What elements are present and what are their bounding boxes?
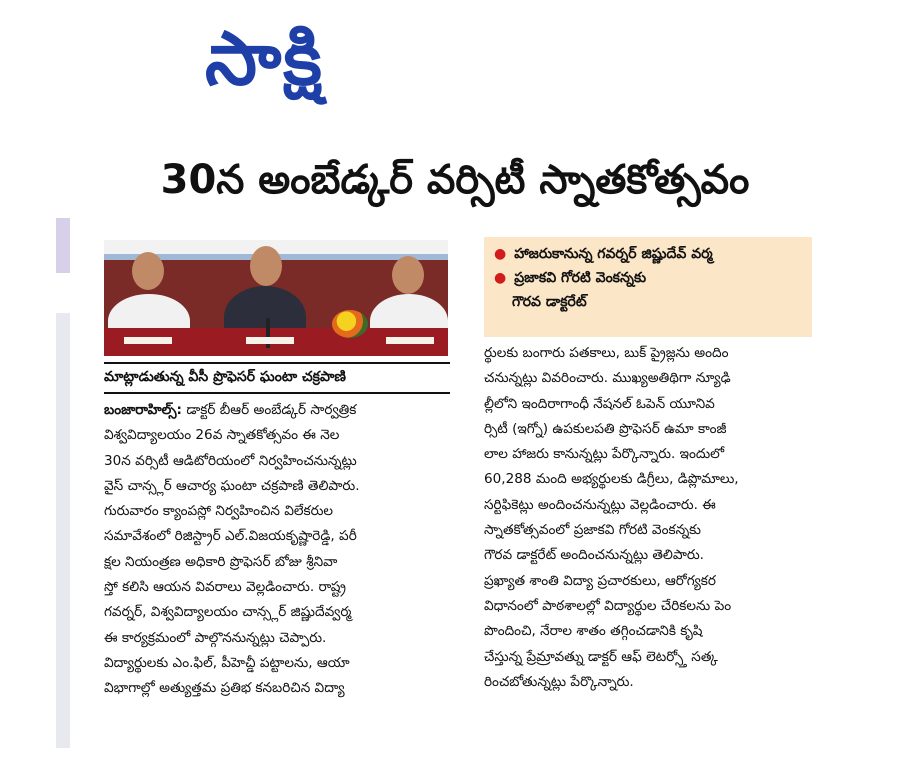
article-line: 30న వర్సిటీ ఆడిటోరియంలో నిర్వహించనున్నట్లు	[104, 452, 357, 469]
article-line: లాల హాజరు కానున్నట్లు పేర్కొన్నారు. ఇందులో	[484, 446, 725, 463]
newspaper-logo: సాక్షి	[205, 16, 324, 102]
highlights-box	[484, 237, 812, 337]
person-right-head	[392, 256, 424, 294]
article-line: క్షల నియంత్రణ అధికారి ప్రొఫెసర్ బోజు శ్రీనివా	[104, 553, 338, 570]
article-right-column	[484, 341, 824, 695]
headline: 30న అంబేడ్కర్ వర్సిటీ స్నాతకోత్సవం	[160, 157, 750, 203]
article-left-column	[104, 398, 454, 702]
bouquet	[332, 310, 368, 338]
article-line: విధానంలో పాఠశాలల్లో విద్యార్థుల చేరికలను పెం	[484, 597, 732, 614]
article-line: సమావేశంలో రిజిస్ట్రార్ ఎల్.విజయకృష్ణారెడ్డి, పరీ	[104, 528, 357, 545]
article-line: వైస్ చాన్స్లర్ ఆచార్య ఘంటా చక్రపాణి తెలిపారు.	[104, 477, 360, 494]
page-margin-strip	[56, 218, 70, 748]
article-line: గురువారం క్యాంపస్లో నిర్వహించిన విలేకరుల	[104, 503, 334, 520]
nameplate-left	[124, 337, 172, 344]
article-line: విశ్వవిద్యాలయం 26వ స్నాతకోత్సవం ఈ నెల	[104, 427, 340, 444]
nameplate-right	[386, 337, 434, 344]
article-line: ఈ కార్యక్రమంలో పాల్గొననున్నట్లు చెప్పారు.	[104, 629, 327, 646]
highlight-point-1: ● హాజరుకానున్న గవర్నర్ జిష్ణుదేవ్ వర్మ	[494, 242, 802, 266]
article-line: విభాగాల్లో అత్యుత్తమ ప్రతిభ కనబరిచిన విద్యా	[104, 680, 345, 697]
article-line: పొందించి, నేరాల శాతం తగ్గించడానికి కృషి	[484, 623, 703, 640]
person-left-head	[132, 252, 164, 290]
article-line: ల్లీలోని ఇందిరాగాంధీ నేషనల్ ఓపెన్ యూనివ	[484, 395, 715, 412]
article-line: స్తో కలిసి ఆయన వివరాలు వెల్లడించారు. రాష్ట్ర	[104, 579, 346, 596]
article-line: స్నాతకోత్సవంలో ప్రజాకవి గోరటి వెంకన్నకు	[484, 522, 701, 539]
highlight-point-2-continued: గౌరవ డాక్టరేట్	[512, 294, 587, 310]
article-line: గవర్నర్, విశ్వవిద్యాలయం చాన్స్లర్ జిష్ణుదేవ్వర్మ	[104, 604, 352, 621]
bullet-icon: ●	[494, 246, 507, 262]
article-line: బంజారాహిల్స్: డాక్టర్ బీఆర్ అంబేడ్కర్ సార్వత్రిక	[104, 402, 357, 418]
dateline: బంజారాహిల్స్:	[104, 402, 182, 418]
nameplate-center	[246, 337, 294, 344]
article-line: ప్రఖ్యాత శాంతి విద్యా ప్రచారకులు, ఆరోగ్యకర	[484, 572, 716, 589]
person-center-head	[250, 246, 282, 286]
highlight-point-2: ● ప్రజాకవి గోరటి వెంకన్నకు	[494, 266, 802, 290]
bullet-icon: ●	[494, 270, 507, 286]
article-line: రించబోతున్నట్లు పేర్కొన్నారు.	[484, 673, 634, 690]
article-line: 60,288 మంది అభ్యర్థులకు డిగ్రీలు, డిప్లొమాలు,	[484, 471, 739, 488]
article-line: గౌరవ డాక్టరేట్ అందించనున్నట్లు తెలిపారు.	[484, 547, 704, 564]
photo-caption: మాట్లాడుతున్న వీసీ ప్రొఫెసర్ ఘంటా చక్రపాణి	[104, 362, 450, 394]
article-line: చేస్తున్న ప్రేమ్రావత్ను డాక్టర్ ఆఫ్ లెటర్స్తో సత్క	[484, 648, 718, 665]
article-line: ర్సిటీ (ఇగ్నో) ఉపకులపతి ప్రొఫెసర్ ఉమా కాంజీ	[484, 420, 727, 437]
article-line: విద్యార్థులకు ఎం.ఫిల్, పీహెచ్డీ పట్టాలను, ఆయా	[104, 654, 350, 671]
article-line: సర్టిఫికెట్లు అందించనున్నట్లు వెల్లడించారు. ఈ	[484, 496, 716, 513]
press-conference-photo	[104, 240, 448, 356]
article-line: ర్థులకు బంగారు పతకాలు, బుక్ ప్రైజ్లను అందిం	[484, 345, 729, 361]
article-line: చనున్నట్లు వివరించారు. ముఖ్యఅతిథిగా న్యూఢి	[484, 370, 731, 387]
